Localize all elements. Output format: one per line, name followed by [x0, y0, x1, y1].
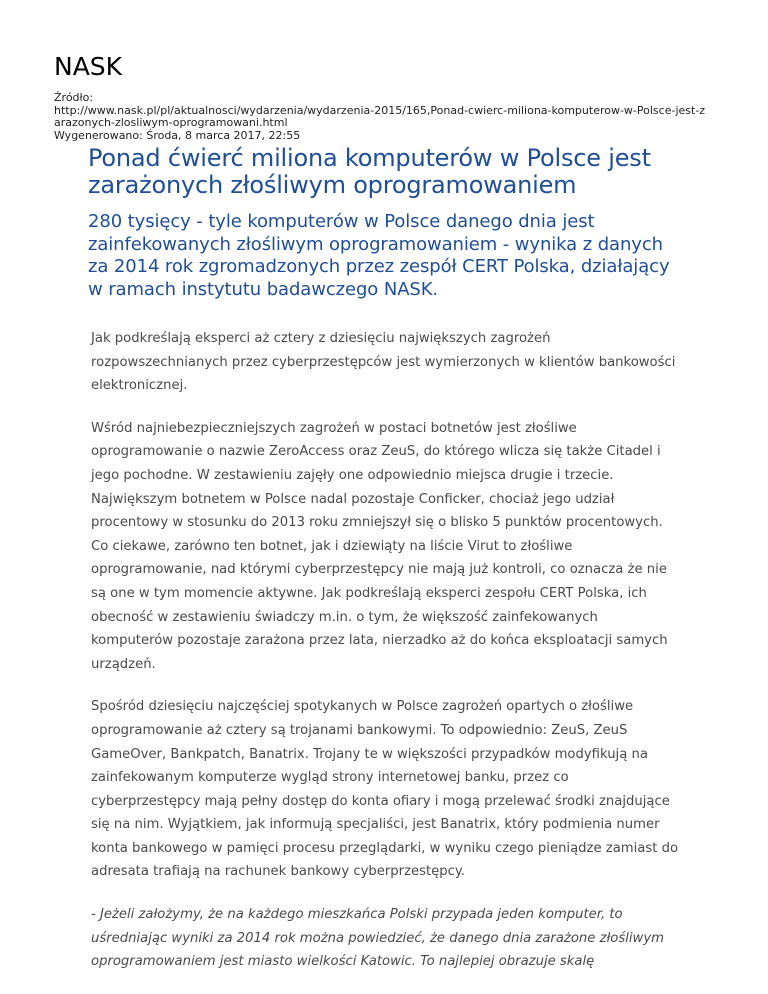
article-headline: Ponad ćwierć miliona komputerów w Polsce jest zarażonych złośliwym oprogramowaniem [88, 144, 651, 199]
generated-timestamp: Wygenerowano: Środa, 8 marca 2017, 22:55 [54, 128, 301, 142]
article-paragraph: Spośród dziesięciu najczęściej spotykanych w Polsce zagrożeń opartych o złośliwe oprogramowanie aż cztery są trojanami bankowymi. To odpowiednio: ZeuS, ZeuS GameOver, Bankpatch, Banatrix. Trojany te w większości przypadków modyfikują na zainfekowanym komputerze wygląd strony internetowej banku, przez co cyberprzestępcy mają pełny dostęp do konta ofiary i mogą przelewać środki znajdujące się na nim. Wyjątkiem, jak informują specjaliści, jest Banatrix, który podmienia numer konta bankowego w pamięci procesu przeglądarki, w wyniku czego pieniądze zamiast do adresata trafiają na rachunek bankowy cyberprzestępcy. [91, 699, 679, 880]
site-title: NASK [54, 52, 123, 81]
article-paragraph: Jak podkreślają eksperci aż cztery z dziesięciu największych zagrożeń rozpowszechnianych przez cyberprzestępców jest wymierzonych w klientów bankowości elektronicznej. [91, 331, 676, 394]
source-url-line-1[interactable]: http://www.nask.pl/pl/aktualnosci/wydarzenia/wydarzenia-2015/165,Ponad-cwierc-miliona-komputerow-w-Polsce-jest-z [54, 103, 706, 117]
article-paragraph: Wśród najniebezpieczniejszych zagrożeń w postaci botnetów jest złośliwe oprogramowanie o nazwie ZeroAccess oraz ZeuS, do którego wlicza się także Citadel i jego pochodne. W zestawieniu zajęły one odpowiednio miejsca drugie i trzecie. Największym botnetem w Polsce nadal pozostaje Conficker, chociaż jego udział procentowy w stosunku do 2013 roku zmniejszył się o blisko 5 punktów procentowych. Co ciekawe, zarówno ten botnet, jak i dziewiąty na liście Virut to złośliwe oprogramowanie, nad którymi cyberprzestępcy nie mają już kontroli, co oznacza że nie są one w tym momencie aktywne. Jak podkreślają eksperci zespołu CERT Polska, ich obecność w zestawieniu świadczy m.in. o tym, że większość zainfekowanych komputerów pozostaje zarażona przez lata, nierzadko aż do końca eksploatacji samych urządzeń. [91, 420, 668, 672]
article [88, 145, 688, 974]
article-quote-paragraph: - Jeżeli założymy, że na każdego mieszkańca Polski przypada jeden komputer, to uśredniając wyniki za 2014 rok można powiedzieć, że danego dnia zarażone złośliwym oprogramowaniem jest miasto wielkości Katowic. To najlepiej obrazuje skalę [91, 907, 664, 970]
document-meta [54, 92, 734, 142]
source-url-line-2[interactable]: arazonych-zlosliwym-oprogramowani.html [54, 116, 288, 129]
source-label: Źródło: [54, 91, 94, 104]
article-lead: 280 tysięcy - tyle komputerów w Polsce danego dnia jest zainfekowanych złośliwym oprogramowaniem - wynika z danych za 2014 rok zgromadzonych przez zespół CERT Polska, działający w ramach instytutu badawczego NASK. [88, 211, 670, 300]
